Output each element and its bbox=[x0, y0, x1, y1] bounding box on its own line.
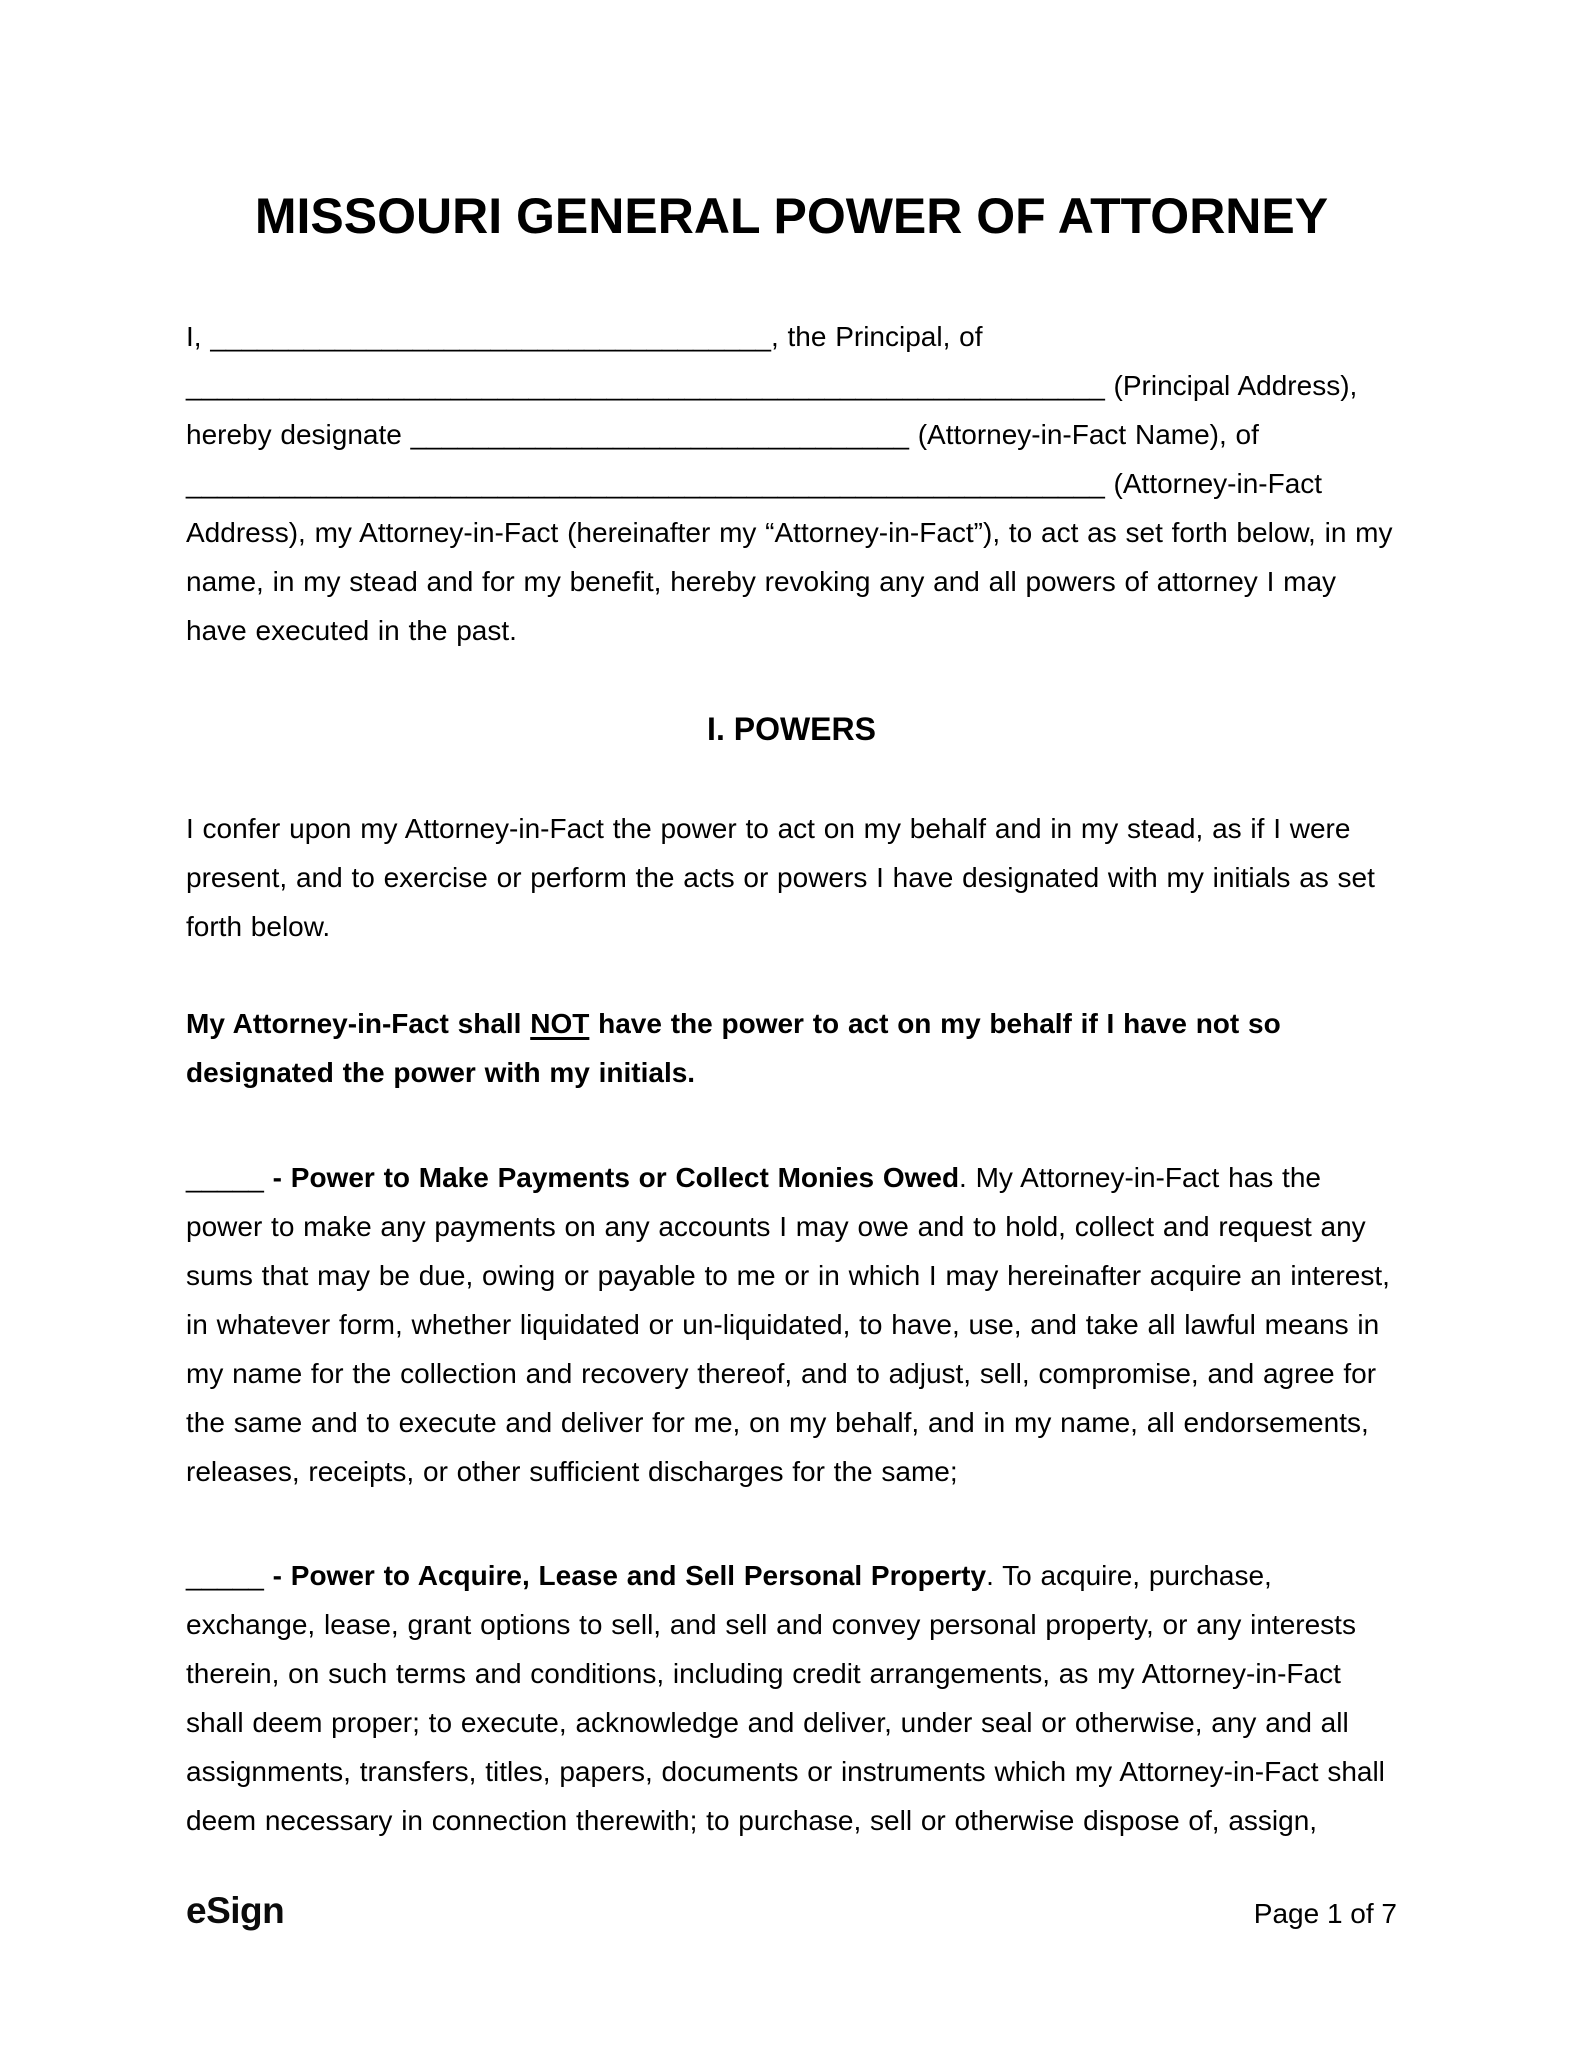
notice-before-not: My Attorney-in-Fact shall bbox=[186, 1008, 531, 1039]
intro-after-principal-address: (Principal Address), hereby designate bbox=[186, 370, 1358, 450]
page-indicator: Page 1 of 7 bbox=[1253, 1898, 1397, 1929]
powers-section-heading: I. POWERS bbox=[707, 711, 876, 747]
notice-not-word: NOT bbox=[530, 1008, 590, 1039]
document-title: MISSOURI GENERAL POWER OF ATTORNEY bbox=[254, 188, 1329, 244]
powers-intro-paragraph: I confer upon my Attorney-in-Fact the power to act on my behalf and in my stead, as if I were present, and to exercise or perform the acts or powers I have designated with my initials as set forth below. bbox=[186, 813, 1375, 942]
intro-after-attorney-name: (Attorney-in-Fact Name), of bbox=[908, 419, 1259, 450]
esign-logo: eSign bbox=[186, 1890, 285, 1931]
power-separator: - bbox=[263, 1560, 291, 1591]
principal-address-blank[interactable]: ___________________________________________________________ bbox=[186, 370, 1105, 401]
notice-after-not: have the power to act on my behalf if I have not so designated the power with my initials. bbox=[186, 1008, 1281, 1088]
attorney-in-fact-name-blank[interactable]: ________________________________ bbox=[410, 419, 909, 450]
power-body-personal-property: . To acquire, purchase, exchange, lease, grant options to sell, and sell and convey personal property, or any interests therein, on such terms and conditions, including credit arrangements, as my Attorney-in-Fact shall deem proper; to execute, acknowledge and deliver, under seal or otherwise, any and all assignments, transfers, titles, papers, documents or instruments which my Attorney-in-Fact shall deem necessary in connection therewith; to purchase, sell or otherwise dispose of, assign, bbox=[186, 1560, 1385, 1836]
intro-paragraph bbox=[186, 312, 1397, 655]
power-clause-personal-property bbox=[186, 1551, 1397, 1845]
power-clause-payments bbox=[186, 1153, 1397, 1496]
power-title-payments: Power to Make Payments or Collect Monies Owed bbox=[290, 1162, 960, 1193]
power-body-payments: . My Attorney-in-Fact has the power to make any payments on any accounts I may owe and to hold, collect and request any sums that may be due, owing or payable to me or in which I may hereinafter acquire an interest, in whatever form, whether liquidated or un-liquidated, to have, use, and take all lawful means in my name for the collection and recovery thereof, and to adjust, sell, compromise, and agree for the same and to execute and deliver for me, on my behalf, and in my name, all endorsements, releases, receipts, or other sufficient discharges for the same; bbox=[186, 1162, 1390, 1487]
page-footer bbox=[186, 1890, 1397, 1932]
notice-paragraph bbox=[186, 999, 1397, 1097]
initials-blank-personal-property[interactable]: _____ bbox=[186, 1560, 264, 1591]
power-separator: - bbox=[263, 1162, 291, 1193]
initials-blank-payments[interactable]: _____ bbox=[186, 1162, 264, 1193]
power-title-personal-property: Power to Acquire, Lease and Sell Personal Property bbox=[290, 1560, 987, 1591]
intro-lead: I, bbox=[186, 321, 211, 352]
intro-after-attorney-address: (Attorney-in-Fact Address), my Attorney-in-Fact (hereinafter my “Attorney-in-Fact”), to act as set forth below, in my name, in my stead and for my benefit, hereby revoking any and all powers of attorney I may have executed in the past. bbox=[186, 468, 1393, 646]
principal-name-blank[interactable]: ____________________________________ bbox=[210, 321, 771, 352]
attorney-in-fact-address-blank[interactable]: ___________________________________________________________ bbox=[186, 468, 1105, 499]
intro-after-principal-name: , the Principal, of bbox=[770, 321, 983, 352]
